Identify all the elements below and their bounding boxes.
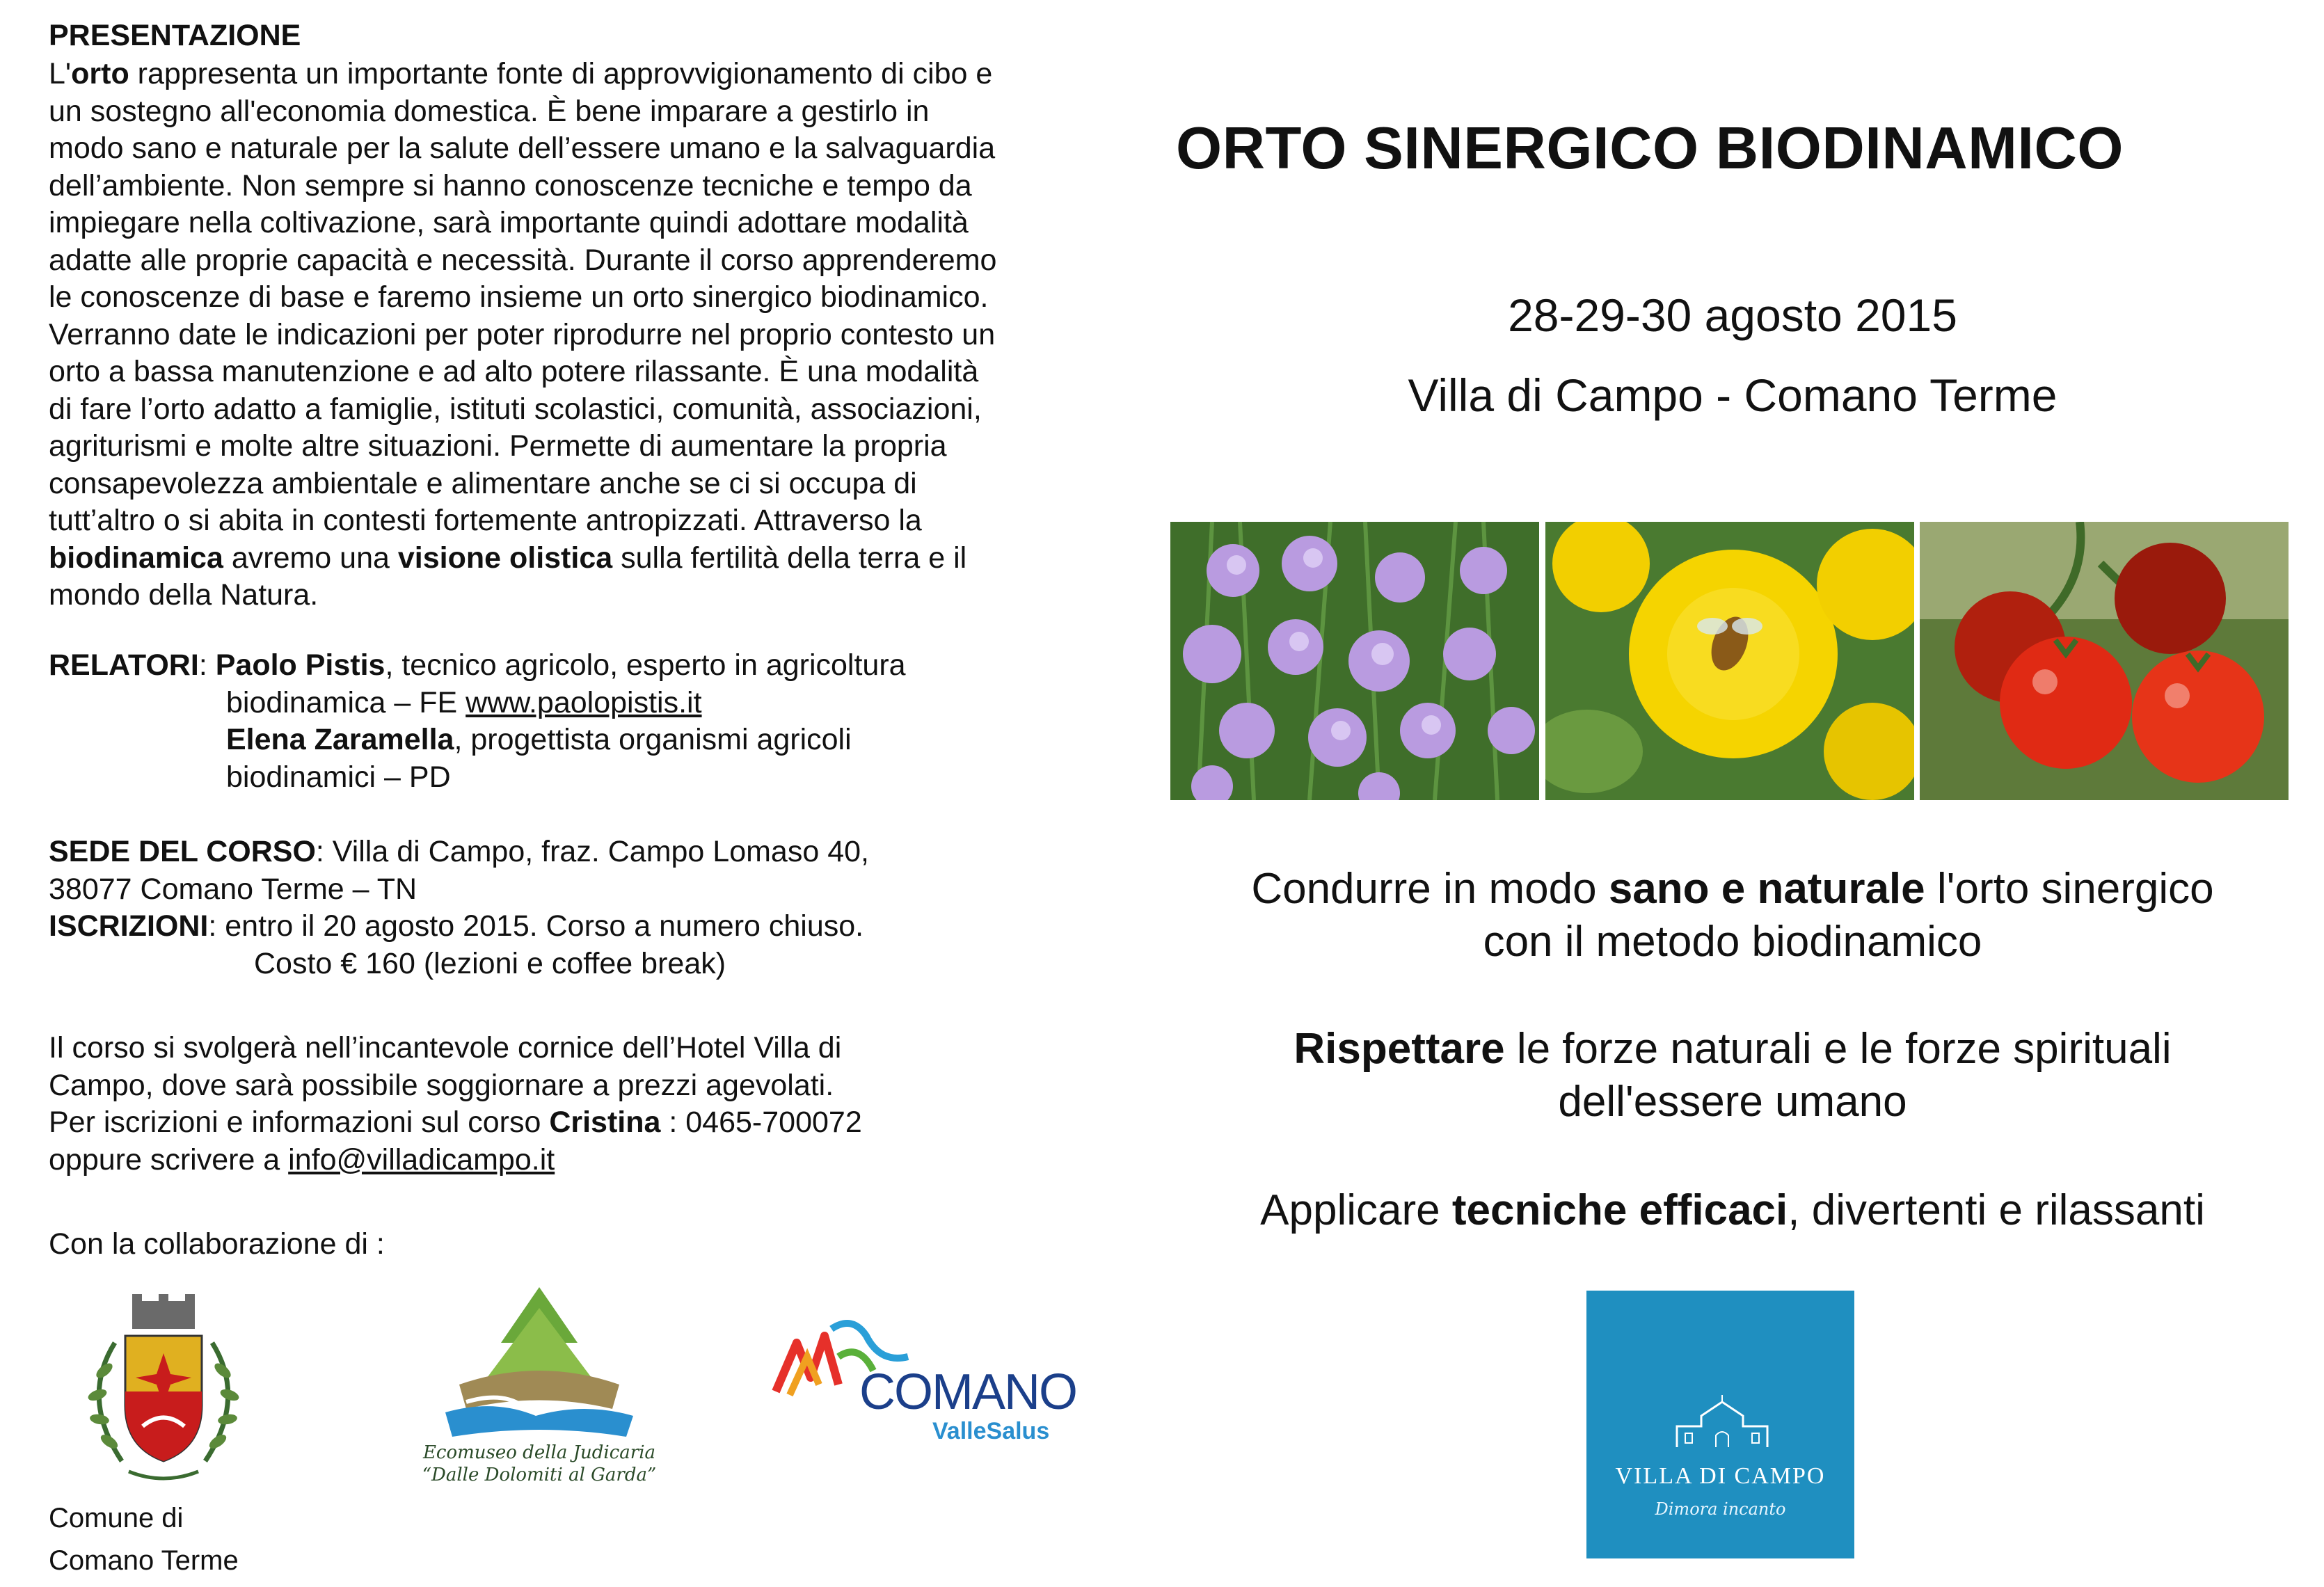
text-segment: modo sano e naturale per la salute dell’essere umano e la salvaguardia — [49, 131, 996, 165]
text-segment: Costo € 160 (lezioni e coffee break) — [254, 946, 726, 980]
text-segment: biodinamici – PD — [226, 760, 451, 794]
text-segment: : 0465-700072 — [660, 1106, 862, 1139]
text-line — [49, 56, 1072, 93]
text-segment: di fare l’orto adatto a famiglie, istituti scolastici, comunità, associazioni, — [49, 392, 982, 426]
text-segment: Per iscrizioni e informazioni sul corso — [49, 1106, 550, 1139]
text-line — [49, 428, 1072, 465]
text-segment: Il corso si svolgerà nell’incantevole cornice dell’Hotel Villa di — [49, 1031, 842, 1064]
text-line — [49, 946, 1072, 983]
tagline-respect — [1176, 1023, 2289, 1129]
text-line — [49, 1104, 1072, 1142]
link[interactable]: info@villadicampo.it — [288, 1142, 555, 1177]
villa-di-campo-logo — [1586, 1291, 1854, 1558]
text-line — [49, 279, 1072, 317]
text-segment: : — [198, 648, 216, 682]
text-line — [49, 540, 1072, 577]
text-line — [49, 502, 1072, 540]
ecomuseo-name: Ecomuseo della Judicaria — [422, 1442, 656, 1463]
text-line — [49, 1142, 1072, 1179]
vallesalus-wordmark: ValleSalus — [932, 1418, 1050, 1444]
text-segment: le forze naturali e le forze spirituali — [1504, 1025, 2172, 1073]
text-segment: impiegare nella coltivazione, sarà importante quindi adottare modalità — [49, 206, 969, 239]
text-segment: Rispettare — [1294, 1025, 1505, 1073]
text-segment: tutt’altro o si abita in contesti fortemente antropizzati. Attraverso la — [49, 504, 922, 537]
info-contact-section — [49, 1030, 1072, 1179]
text-segment: tecniche efficaci — [1451, 1186, 1788, 1234]
comune-caption-line1: Comune di — [49, 1503, 184, 1533]
event-date: 28-29-30 agosto 2015 — [1508, 289, 1957, 341]
text-line — [49, 93, 1072, 131]
text-segment: biodinamica – FE — [226, 685, 466, 719]
ecomuseo-logo — [417, 1280, 661, 1489]
text-segment: orto a bassa manutenzione e ad alto potere rilassante. È una modalità — [49, 355, 979, 388]
logo-name: VILLA DI CAMPO — [1615, 1463, 1826, 1489]
text-line — [49, 391, 1072, 429]
text-segment: con il metodo biodinamico — [1483, 918, 1982, 966]
text-line — [49, 242, 1072, 280]
villa-building-icon — [1670, 1395, 1774, 1451]
logo-motto: Dimora incanto — [1655, 1499, 1786, 1519]
text-segment: : entro il 20 agosto 2015. Corso a numero chiuso. — [208, 909, 864, 943]
speakers-section — [49, 647, 1072, 796]
venue-registration-section — [49, 834, 1072, 982]
text-line — [49, 1067, 1072, 1105]
text-segment: agriturismi e molte altre situazioni. Permette di aumentare la propria — [49, 429, 947, 463]
text-line — [49, 577, 1072, 614]
text-line — [49, 130, 1072, 168]
text-segment: oppure scrivere a — [49, 1142, 289, 1177]
text-segment: l'orto sinergico — [1925, 865, 2214, 913]
text-segment: , divertenti e rilassanti — [1788, 1186, 2205, 1234]
text-segment: adatte alle proprie capacità e necessità. Durante il corso apprenderemo — [49, 243, 997, 277]
text-line — [49, 168, 1072, 205]
text-line — [49, 759, 1072, 797]
event-venue: Villa di Campo - Comano Terme — [1408, 369, 2058, 421]
text-line — [49, 908, 1072, 946]
text-segment: visione olistica — [397, 541, 613, 575]
comune-caption-line2: Comano Terme — [49, 1545, 239, 1576]
chive-flowers-photo — [1170, 522, 1540, 800]
text-line — [49, 205, 1072, 242]
text-line — [49, 317, 1072, 354]
tagline-conduct — [1176, 863, 2289, 968]
text-segment: ISCRIZIONI — [49, 909, 209, 943]
text-segment: dell'essere umano — [1558, 1078, 1907, 1126]
text-segment: orto — [71, 57, 129, 90]
text-segment: sulla fertilità della terra e il — [612, 541, 967, 575]
text-segment: Cristina — [549, 1106, 661, 1139]
text-segment: , progettista organismi agricoli — [454, 723, 852, 756]
comune-coat-of-arms-logo — [66, 1287, 261, 1489]
text-segment: un sostegno all'economia domestica. È bene imparare a gestirlo in — [49, 94, 930, 128]
text-segment: Campo, dove sarà possibile soggiornare a prezzi agevolati. — [49, 1068, 834, 1102]
text-segment: biodinamica — [49, 541, 223, 575]
text-segment: : Villa di Campo, fraz. Campo Lomaso 40, — [315, 835, 869, 868]
tagline-apply — [1176, 1184, 2289, 1237]
text-segment: mondo della Natura. — [49, 578, 319, 612]
collaboration-label: Con la collaborazione di : — [49, 1227, 385, 1261]
text-segment: RELATORI — [49, 648, 199, 682]
comune-caption — [49, 1497, 239, 1582]
text-segment: avremo una — [223, 541, 398, 575]
text-line — [49, 871, 1072, 909]
text-segment: Paolo Pistis — [215, 648, 385, 682]
presentation-title: PRESENTAZIONE — [49, 19, 301, 52]
text-line — [1176, 863, 2289, 916]
text-segment: L' — [49, 57, 72, 90]
text-line — [49, 1030, 1072, 1067]
text-line — [49, 721, 1072, 759]
text-line — [49, 647, 1072, 685]
text-line — [1176, 1184, 2289, 1237]
text-segment: sano e naturale — [1608, 865, 1925, 913]
presentation-text — [49, 56, 1072, 614]
text-segment: le conoscenze di base e faremo insieme un orto sinergico biodinamico. — [49, 280, 989, 314]
text-segment: 38077 Comano Terme – TN — [49, 872, 417, 906]
text-segment: consapevolezza ambientale e alimentare anche se ci si occupa di — [49, 466, 917, 500]
text-segment: rappresenta un importante fonte di approvvigionamento di cibo e — [129, 57, 993, 90]
comano-vallesalus-logo — [769, 1315, 1076, 1454]
text-line — [1176, 916, 2289, 968]
text-segment: Applicare — [1260, 1186, 1452, 1234]
text-segment: Condurre in modo — [1251, 865, 1609, 913]
text-line — [49, 834, 1072, 871]
text-line — [1176, 1023, 2289, 1076]
photo-strip — [1170, 522, 2289, 800]
text-line — [49, 353, 1072, 391]
comano-wordmark: COMANO — [859, 1364, 1076, 1420]
tomatoes-photo — [1920, 522, 2289, 800]
text-segment: Elena Zaramella — [226, 723, 454, 756]
text-segment: dell’ambiente. Non sempre si hanno conoscenze tecniche e tempo da — [49, 168, 972, 202]
dandelion-bee-photo — [1545, 522, 1915, 800]
text-segment: Verranno date le indicazioni per poter riprodurre nel proprio contesto un — [49, 317, 996, 351]
text-line — [49, 465, 1072, 503]
text-segment: SEDE DEL CORSO — [49, 835, 316, 868]
text-segment: , tecnico agricolo, esperto in agricoltura — [385, 648, 906, 682]
event-title: ORTO SINERGICO BIODINAMICO — [1176, 115, 2124, 182]
ecomuseo-subtitle: “Dalle Dolomiti al Garda” — [422, 1465, 657, 1485]
text-line — [1176, 1076, 2289, 1129]
text-line — [49, 685, 1072, 722]
link[interactable]: www.paolopistis.it — [465, 685, 702, 719]
